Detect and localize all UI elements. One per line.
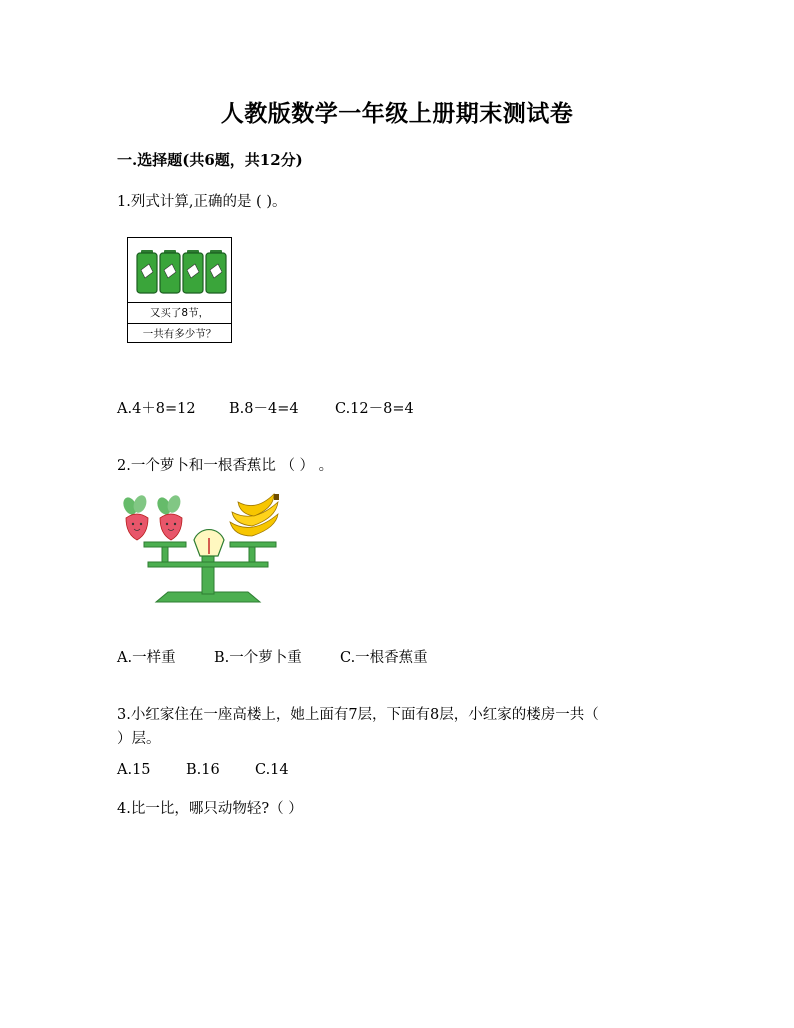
- batteries-image: [128, 238, 231, 303]
- option-c[interactable]: C.14: [255, 762, 289, 778]
- radish-icon: [155, 493, 183, 540]
- question-2-options: [117, 646, 428, 667]
- option-a[interactable]: A.一样重: [117, 650, 176, 666]
- option-b[interactable]: B.16: [186, 762, 220, 778]
- question-3-text-line2: ）层。: [117, 731, 161, 747]
- section-heading: 一.选择题(共6题，共12分): [117, 151, 303, 169]
- question-2-text: 2.一个萝卜和一根香蕉比 （ ） 。: [117, 458, 334, 474]
- option-a[interactable]: A.4＋8=12: [117, 401, 196, 417]
- banana-bunch-icon: [230, 494, 279, 536]
- question-4-text: 4.比一比，哪只动物轻?（ ）: [117, 801, 303, 817]
- balance-scale-image: [118, 492, 288, 607]
- battery-icon: [137, 250, 157, 293]
- question-3-options: [117, 762, 289, 778]
- battery-icon: [206, 250, 226, 293]
- option-b[interactable]: B.8－4=4: [229, 401, 299, 417]
- right-pan-icon: [230, 542, 276, 547]
- page-title: 人教版数学一年级上册期末测试卷: [220, 100, 574, 127]
- radish-icon: [121, 493, 149, 540]
- option-c[interactable]: C.12－8=4: [335, 401, 414, 417]
- question-1-text: 1.列式计算,正确的是 ( )。: [117, 194, 287, 210]
- question-1-options: [117, 397, 414, 418]
- battery-icon: [183, 250, 203, 293]
- option-a[interactable]: A.15: [117, 762, 151, 778]
- question-3-text-line1: 3.小红家住在一座高楼上，她上面有7层，下面有8层，小红家的楼房一共（: [117, 707, 599, 723]
- battery-icon: [160, 250, 180, 293]
- figure-caption-line2: 一共有多少节？: [142, 328, 217, 340]
- option-c[interactable]: C.一根香蕉重: [340, 650, 428, 666]
- battery-figure: [127, 237, 232, 343]
- left-pan-icon: [144, 542, 186, 547]
- figure-caption-line1: 又买了8节，: [128, 303, 231, 324]
- option-b[interactable]: B.一个萝卜重: [214, 650, 302, 666]
